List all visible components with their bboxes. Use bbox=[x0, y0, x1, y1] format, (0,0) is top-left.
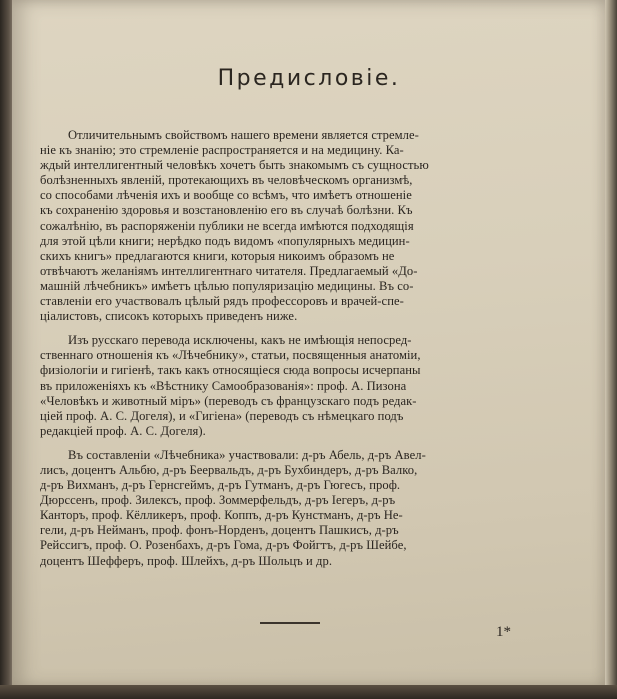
text-line: къ сохраненію здоровья и возстановленію его въ случаѣ болѣзни. Къ bbox=[40, 203, 413, 218]
signature-mark: 1* bbox=[496, 624, 511, 640]
text-line: физіологіи и гигіенѣ, такъ какъ относящіеся сюда вопросы исчерпаны bbox=[40, 363, 421, 378]
page-title: Предисловіе. bbox=[217, 66, 401, 91]
text-line: ственнаго отношенія къ «Лѣчебнику», статьи, посвященныя анатоміи, bbox=[40, 348, 421, 363]
text-line: доцентъ Шефферъ, проф. Шлейхъ, д-ръ Шольцъ и др. bbox=[40, 553, 333, 568]
text-line: Въ составленіи «Лѣчебника» участвовали: д-ръ Абель, д-ръ Авел- bbox=[68, 447, 426, 462]
text-line: гели, д-ръ Нейманъ, проф. фонъ-Норденъ, доцентъ Пашкисъ, д-ръ bbox=[40, 523, 399, 538]
text-line: со способами лѣченія ихъ и вообще со всѣмъ, что имѣетъ отношеніе bbox=[40, 188, 412, 203]
text-line: для этой цѣли книги; нерѣдко подъ видомъ «популярныхъ медицин- bbox=[40, 233, 410, 248]
text-line: ціей проф. А. С. Догеля), и «Гигіена» (переводъ съ нѣмецкаго подъ bbox=[40, 408, 404, 423]
text-line: Отличительнымъ свойствомъ нашего времени является стремле- bbox=[68, 128, 419, 142]
text-line: лисъ, доцентъ Альбю, д-ръ Беервальдъ, д-ръ Бухбиндеръ, д-ръ Валко, bbox=[40, 462, 418, 477]
paragraph bbox=[40, 333, 520, 439]
text-line: ждый интеллигентный человѣкъ хочетъ быть знакомымъ съ сущностью bbox=[40, 158, 429, 173]
paragraph bbox=[40, 448, 520, 569]
text-line: ціалистовъ, списокъ которыхъ приведенъ ниже. bbox=[40, 309, 298, 324]
text-line: редакціей проф. А. С. Догеля). bbox=[40, 423, 206, 438]
text-line: машній лѣчебникъ» имѣетъ цѣлью популяризацію медицины. Въ со- bbox=[40, 278, 414, 293]
paragraph bbox=[40, 128, 520, 324]
text-line: скихъ книгъ» предлагаются книги, которыя никоимъ образомъ не bbox=[40, 248, 395, 263]
text-line: Канторъ, проф. Кёлликеръ, проф. Коппъ, д-ръ Кунстманъ, д-ръ Не- bbox=[40, 508, 403, 523]
text-line: д-ръ Вихманъ, д-ръ Гернсгеймъ, д-ръ Гутманъ, д-ръ Гюгесъ, проф. bbox=[40, 478, 401, 493]
text-line: Изъ русскаго перевода исключены, какъ не имѣющія непосред- bbox=[68, 333, 412, 348]
text-line: болѣзненныхъ явленій, протекающихъ въ человѣческомъ организмѣ, bbox=[40, 173, 413, 188]
text-line: ставленіи его участвовалъ цѣлый рядъ профессоровъ и врачей-спе- bbox=[40, 294, 404, 309]
book-edge-right bbox=[605, 0, 617, 699]
text-line: сожалѣнію, въ распоряженіи публики не всегда имѣются подходящія bbox=[40, 218, 414, 233]
text-line: отвѣчаютъ желаніямъ интеллигентнаго читателя. Предлагаемый «До- bbox=[40, 263, 418, 278]
preface-body bbox=[40, 128, 520, 578]
text-line: ніе къ знанію; это стремленіе распространяется и на медицину. Ка- bbox=[40, 143, 404, 158]
text-line: Дюрссенъ, проф. Зилексъ, проф. Зоммерфельдъ, д-ръ Іегеръ, д-ръ bbox=[40, 493, 396, 508]
text-line: «Человѣкъ и животный міръ» (переводъ съ французскаго подъ редак- bbox=[40, 393, 417, 408]
book-edge-bottom bbox=[0, 685, 617, 699]
text-line: Рейссигъ, проф. О. Розенбахъ, д-ръ Гома, д-ръ Фойгтъ, д-ръ Шейбе, bbox=[40, 538, 407, 553]
closing-rule bbox=[260, 622, 320, 624]
text-line: въ приложеніяхъ къ «Вѣстнику Самообразованія»: проф. А. Пизона bbox=[40, 378, 407, 393]
book-page bbox=[12, 0, 606, 688]
